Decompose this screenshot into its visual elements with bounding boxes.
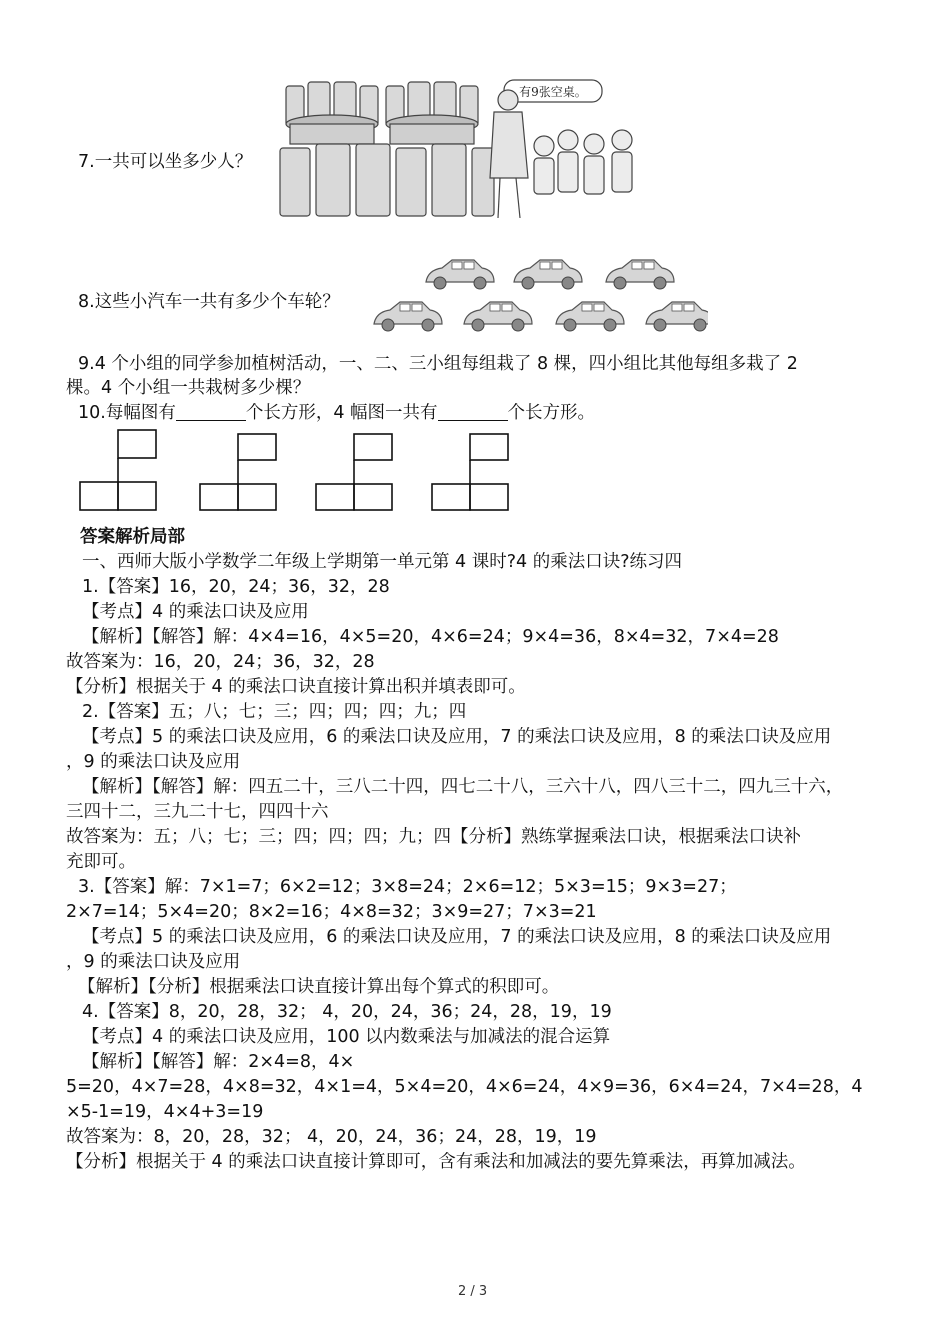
- rectangle-figures: [78, 428, 518, 514]
- page-number: 2 / 3: [458, 1284, 488, 1299]
- answer-2-result: 故答案为：五；八；七；三；四；四；四；九；四【分析】熟练掌握乘法口诀，根据乘法口诀补: [66, 827, 801, 847]
- question-9-line-2: 棵。4 个小组一共栽树多少棵？: [66, 378, 311, 398]
- answer-2-analysis-2: 三四十二，三九二十七，四四十六: [66, 802, 329, 822]
- answers-heading: 答案解析局部: [80, 527, 185, 547]
- answer-4-comment: 【分析】根据关于 4 的乘法口诀直接计算即可，含有乘法和加减法的要先算乘法，再算加减法。: [66, 1152, 806, 1172]
- answer-3-line-2: 2×7=14；5×4=20；8×2=16；4×8=32；3×9=27；7×3=21: [66, 902, 597, 922]
- answer-1: 1.【答案】16，20，24；36，32，28: [82, 577, 390, 597]
- speech-bubble-text: 有9张空桌。: [519, 85, 587, 99]
- answer-2-point-1: 【考点】5 的乘法口诀及应用，6 的乘法口诀及应用，7 的乘法口诀及应用，8 的乘法口诀及应用: [82, 727, 832, 747]
- answer-2-result-2: 充即可。: [66, 852, 136, 872]
- question-10-part-2: 个长方形，4 幅图一共有: [245, 403, 438, 423]
- answer-4-result: 故答案为：8，20，28，32； 4，20，24，36；24，28，19，19: [66, 1127, 597, 1147]
- answer-3-line-1: 3.【答案】解：7×1=7；6×2=12；3×8=24；2×6=12；5×3=15；9×3=27；: [78, 877, 737, 897]
- answer-1-analysis: 【解析】【解答】解：4×4=16，4×5=20，4×6=24；9×4=36，8×4=32，7×4=28: [82, 627, 779, 647]
- answer-blank-2[interactable]: [438, 402, 508, 421]
- question-10: [78, 401, 595, 425]
- answer-3-point-1: 【考点】5 的乘法口诀及应用，6 的乘法口诀及应用，7 的乘法口诀及应用，8 的乘法口诀及应用: [82, 927, 832, 947]
- answer-1-comment: 【分析】根据关于 4 的乘法口诀直接计算出积并填表即可。: [66, 677, 526, 697]
- cars-illustration: [368, 256, 708, 342]
- answer-2-analysis-1: 【解析】【解答】解：四五二十，三八二十四，四七二十八，三六十八，四八三十二，四九三十六，: [82, 777, 844, 797]
- tables-and-children-illustration: [276, 78, 646, 223]
- answer-4-analysis-3: ×5-1=19，4×4+3=19: [66, 1102, 264, 1122]
- answer-1-result: 故答案为：16，20，24；36，32，28: [66, 652, 375, 672]
- answer-4: 4.【答案】8，20，28，32； 4，20，24，36；24，28，19，19: [82, 1002, 612, 1022]
- question-10-part-1: 10.每幅图有: [78, 403, 176, 423]
- answer-1-point: 【考点】4 的乘法口诀及应用: [82, 602, 309, 622]
- question-9-line-1: 9.4 个小组的同学参加植树活动，一、二、三小组每组栽了 8 棵，四小组比其他每组多栽了 2: [78, 354, 798, 374]
- answer-4-analysis-2: 5=20，4×7=28，4×8=32，4×1=4，5×4=20，4×6=24，4×9=36，6×4=24，7×4=28，4: [66, 1077, 863, 1097]
- answer-blank-1[interactable]: [176, 402, 246, 421]
- answer-2: 2.【答案】五；八；七；三；四；四；四；九；四: [82, 702, 467, 722]
- answer-4-analysis-1: 【解析】【解答】解：2×4=8，4×: [82, 1052, 355, 1072]
- answer-2-point-2: ，9 的乘法口诀及应用: [66, 752, 241, 772]
- answer-4-point: 【考点】4 的乘法口诀及应用，100 以内数乘法与加减法的混合运算: [82, 1027, 611, 1047]
- question-10-part-3: 个长方形。: [507, 403, 596, 423]
- question-7: 7.一共可以坐多少人？: [78, 152, 253, 172]
- section-title: 一、西师大版小学数学二年级上学期第一单元第 4 课时?4 的乘法口诀?练习四: [82, 552, 683, 572]
- question-8: 8.这些小汽车一共有多少个车轮？: [78, 292, 340, 312]
- answer-3-analysis: 【解析】【分析】根据乘法口诀直接计算出每个算式的积即可。: [78, 977, 560, 997]
- answer-3-point-2: ，9 的乘法口诀及应用: [66, 952, 241, 972]
